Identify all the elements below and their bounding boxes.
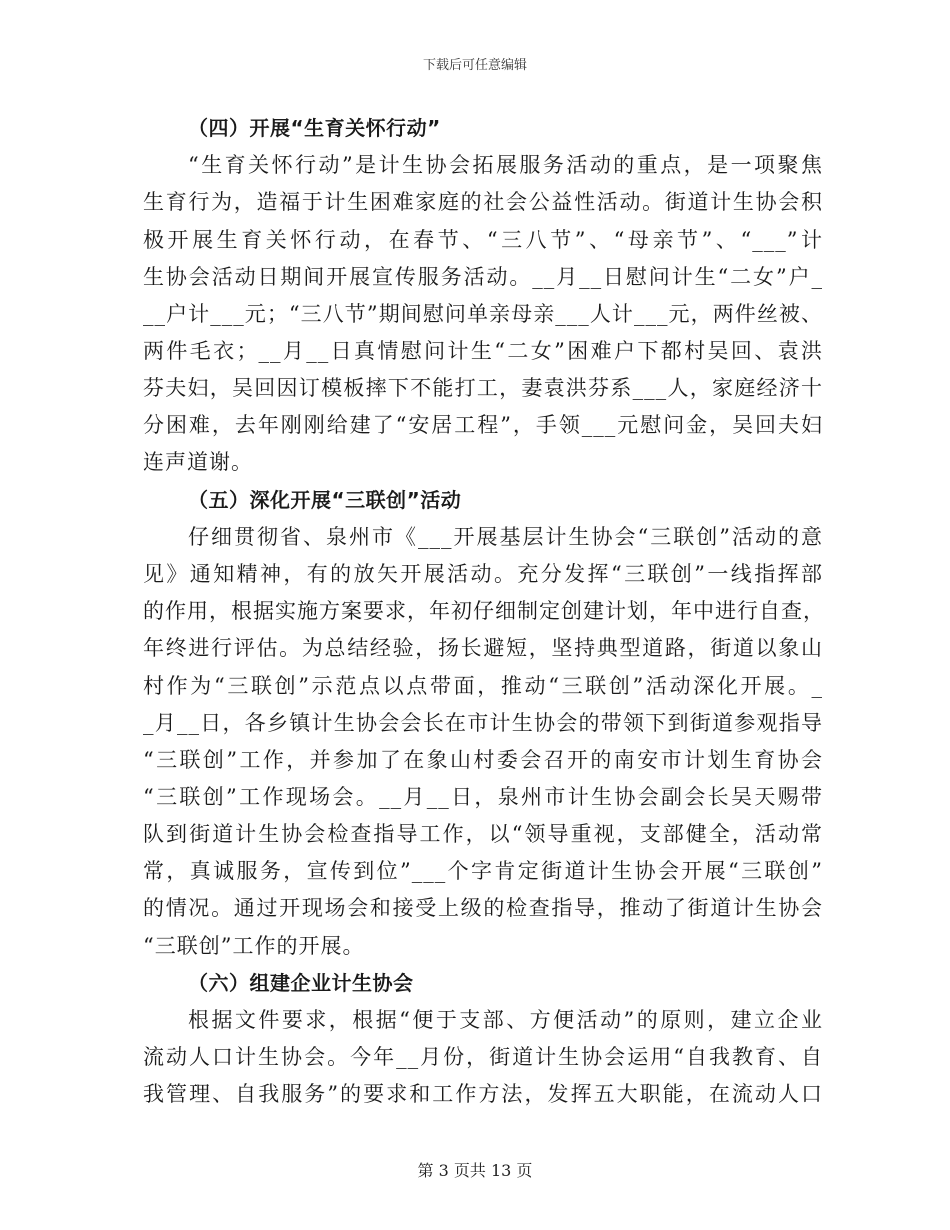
paragraph-line: 生协会活动日期间开展宣传服务活动。__月__日慰问计生“二女”户_ — [143, 265, 823, 289]
section-heading: （六）组建企业计生协会 — [188, 971, 414, 995]
paragraph-line: 我管理、自我服务”的要求和工作方法，发挥五大职能，在流动人口 — [143, 1082, 823, 1106]
paragraph-line: “三联创”工作的开展。 — [143, 934, 365, 958]
paragraph-line: “生育关怀行动”是计生协会拓展服务活动的重点，是一项聚焦 — [188, 153, 823, 177]
paragraph-line: 见》通知精神，有的放矢开展活动。充分发挥“三联创”一线指挥部 — [143, 562, 823, 586]
paragraph-line: 的情况。通过开现场会和接受上级的检查指导，推动了街道计生协会 — [143, 896, 823, 920]
paragraph-line: 芬夫妇，吴回因订模板摔下不能打工，妻袁洪芬系___人，家庭经济十 — [143, 376, 823, 400]
page-header: 下载后可任意编辑 — [422, 58, 527, 73]
paragraph-line: 生育行为，造福于计生困难家庭的社会公益性活动。街道计生协会积 — [143, 190, 823, 214]
paragraph-line: 根据文件要求，根据“便于支部、方便活动”的原则，建立企业 — [188, 1008, 823, 1032]
paragraph-line: “三联创”工作，并参加了在象山村委会召开的南安市计划生育协会 — [143, 748, 823, 772]
paragraph-line: 村作为“三联创”示范点以点带面，推动“三联创”活动深化开展。_ — [143, 674, 823, 698]
paragraph-line: 流动人口计生协会。今年__月份，街道计生协会运用“自我教育、自 — [143, 1045, 823, 1069]
paragraph-line: 年终进行评估。为总结经验，扬长避短，坚持典型道路，街道以象山 — [143, 636, 823, 660]
paragraph-line: __户计___元；“三八节”期间慰问单亲母亲___人计___元，两件丝被、 — [143, 302, 823, 326]
paragraph-line: 的作用，根据实施方案要求，年初仔细制定创建计划，年中进行自查， — [143, 599, 825, 623]
paragraph-line: _月__日，各乡镇计生协会会长在市计生协会的带领下到街道参观指导 — [143, 711, 823, 735]
section-heading: （四）开展“生育关怀行动” — [188, 116, 441, 140]
section-heading: （五）深化开展“三联创”活动 — [188, 488, 462, 512]
paragraph-line: 连声道谢。 — [143, 450, 253, 474]
page-number: 第 3 页共 13 页 — [417, 1161, 533, 1180]
paragraph-line: 常，真诚服务，宣传到位”___个字肯定街道计生协会开展“三联创” — [143, 859, 823, 883]
paragraph-line: 两件毛衣；__月__日真情慰问计生“二女”困难户下都村吴回、袁洪 — [143, 339, 823, 363]
paragraph-line: 分困难，去年刚刚给建了“安居工程”，手领___元慰问金，吴回夫妇 — [143, 413, 823, 437]
paragraph-line: 极开展生育关怀行动，在春节、“三八节”、“母亲节”、“___”计 — [143, 228, 823, 252]
paragraph-line: 队到街道计生协会检查指导工作，以“领导重视，支部健全，活动常 — [143, 822, 823, 846]
paragraph-line: “三联创”工作现场会。__月__日，泉州市计生协会副会长吴天赐带 — [143, 785, 823, 809]
paragraph-line: 仔细贯彻省、泉州市《___开展基层计生协会“三联创”活动的意 — [188, 525, 823, 549]
